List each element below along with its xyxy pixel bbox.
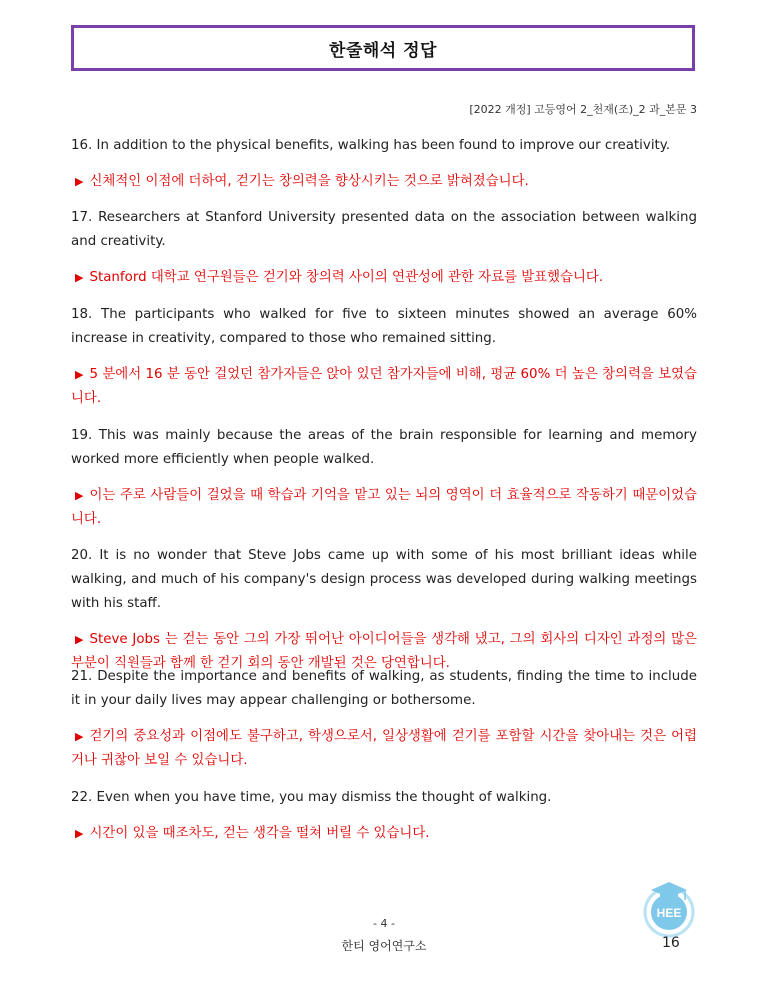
english-sentence: 20. It is no wonder that Steve Jobs came up with some of his most brilliant ideas while walking, and much of his company's design process was developed during walking meetings with his staff. (71, 548, 697, 611)
triangle-marker-icon: ▶ (75, 271, 84, 284)
page-number: - 4 - (373, 917, 395, 930)
triangle-marker-icon: ▶ (75, 489, 84, 502)
english-sentence: 19. This was mainly because the areas of the brain responsible for learning and memory worked more efficiently when people walked. (71, 428, 697, 467)
title-box (71, 25, 695, 71)
source-label: [2022 개정] 고등영어 2_천재(조)_2 과_본문 3 (469, 103, 697, 116)
sentence-item-22 (71, 786, 697, 846)
translation-text: 5 분에서 16 분 동안 걸었던 참가자들은 앉아 있던 참가자들에 비해, 평균 60% 더 높은 창의력을 보였습니다. (71, 367, 697, 406)
footer-count: 16 (662, 935, 680, 951)
logo-text: HEE (656, 906, 682, 920)
triangle-marker-icon: ▶ (75, 633, 84, 646)
translation-text: 신체적인 이점에 더하여, 걷기는 창의력을 향상시키는 것으로 밝혀졌습니다. (89, 174, 529, 189)
sentence-item-16 (71, 134, 697, 194)
translation-text: Stanford 대학교 연구원들은 걷기와 창의력 사이의 연관성에 관한 자료를 발표했습니다. (89, 270, 604, 285)
korean-translation (71, 725, 697, 773)
sentence-item-18 (71, 303, 697, 411)
triangle-marker-icon: ▶ (75, 730, 84, 743)
triangle-marker-icon: ▶ (75, 368, 84, 381)
triangle-marker-icon: ▶ (75, 827, 84, 840)
sentence-item-20 (71, 544, 697, 676)
hee-logo (638, 878, 700, 940)
footer-label: 한티 영어연구소 (341, 939, 427, 953)
english-sentence: 21. Despite the importance and benefits of walking, as students, finding the time to include it in your daily lives may appear challenging or bothersome. (71, 669, 697, 708)
sentence-item-21 (71, 665, 697, 773)
english-sentence: 17. Researchers at Stanford University presented data on the association between walking and creativity. (71, 210, 697, 249)
english-sentence: 18. The participants who walked for five to sixteen minutes showed an average 60% increase in creativity, compared to those who remained sitting. (71, 307, 697, 346)
korean-translation (71, 170, 697, 194)
korean-translation (71, 822, 697, 846)
english-sentence: 22. Even when you have time, you may dismiss the thought of walking. (71, 790, 552, 805)
korean-translation (71, 266, 697, 290)
english-sentence: 16. In addition to the physical benefits, walking has been found to improve our creativity. (71, 138, 671, 153)
translation-text: 걷기의 중요성과 이점에도 불구하고, 학생으로서, 일상생활에 걷기를 포함할 시간을 찾아내는 것은 어렵거나 귀찮아 보일 수 있습니다. (71, 729, 697, 768)
translation-text: 이는 주로 사람들이 걸었을 때 학습과 기억을 맡고 있는 뇌의 영역이 더 효율적으로 작동하기 때문이었습니다. (71, 488, 697, 527)
page-title: 한줄해석 정답 (329, 40, 437, 61)
triangle-marker-icon: ▶ (75, 175, 84, 188)
korean-translation (71, 484, 697, 532)
sentence-item-17 (71, 206, 697, 290)
translation-text: 시간이 있을 때조차도, 걷는 생각을 떨쳐 버릴 수 있습니다. (89, 826, 430, 841)
sentence-item-19 (71, 424, 697, 532)
korean-translation (71, 363, 697, 411)
translation-text: Steve Jobs 는 걷는 동안 그의 가장 뛰어난 아이디어들을 생각해 냈고, 그의 회사의 디자인 과정의 많은 부분이 직원들과 함께 한 걷기 회의 동안 개발된 것은 당연합니다. (71, 632, 697, 671)
